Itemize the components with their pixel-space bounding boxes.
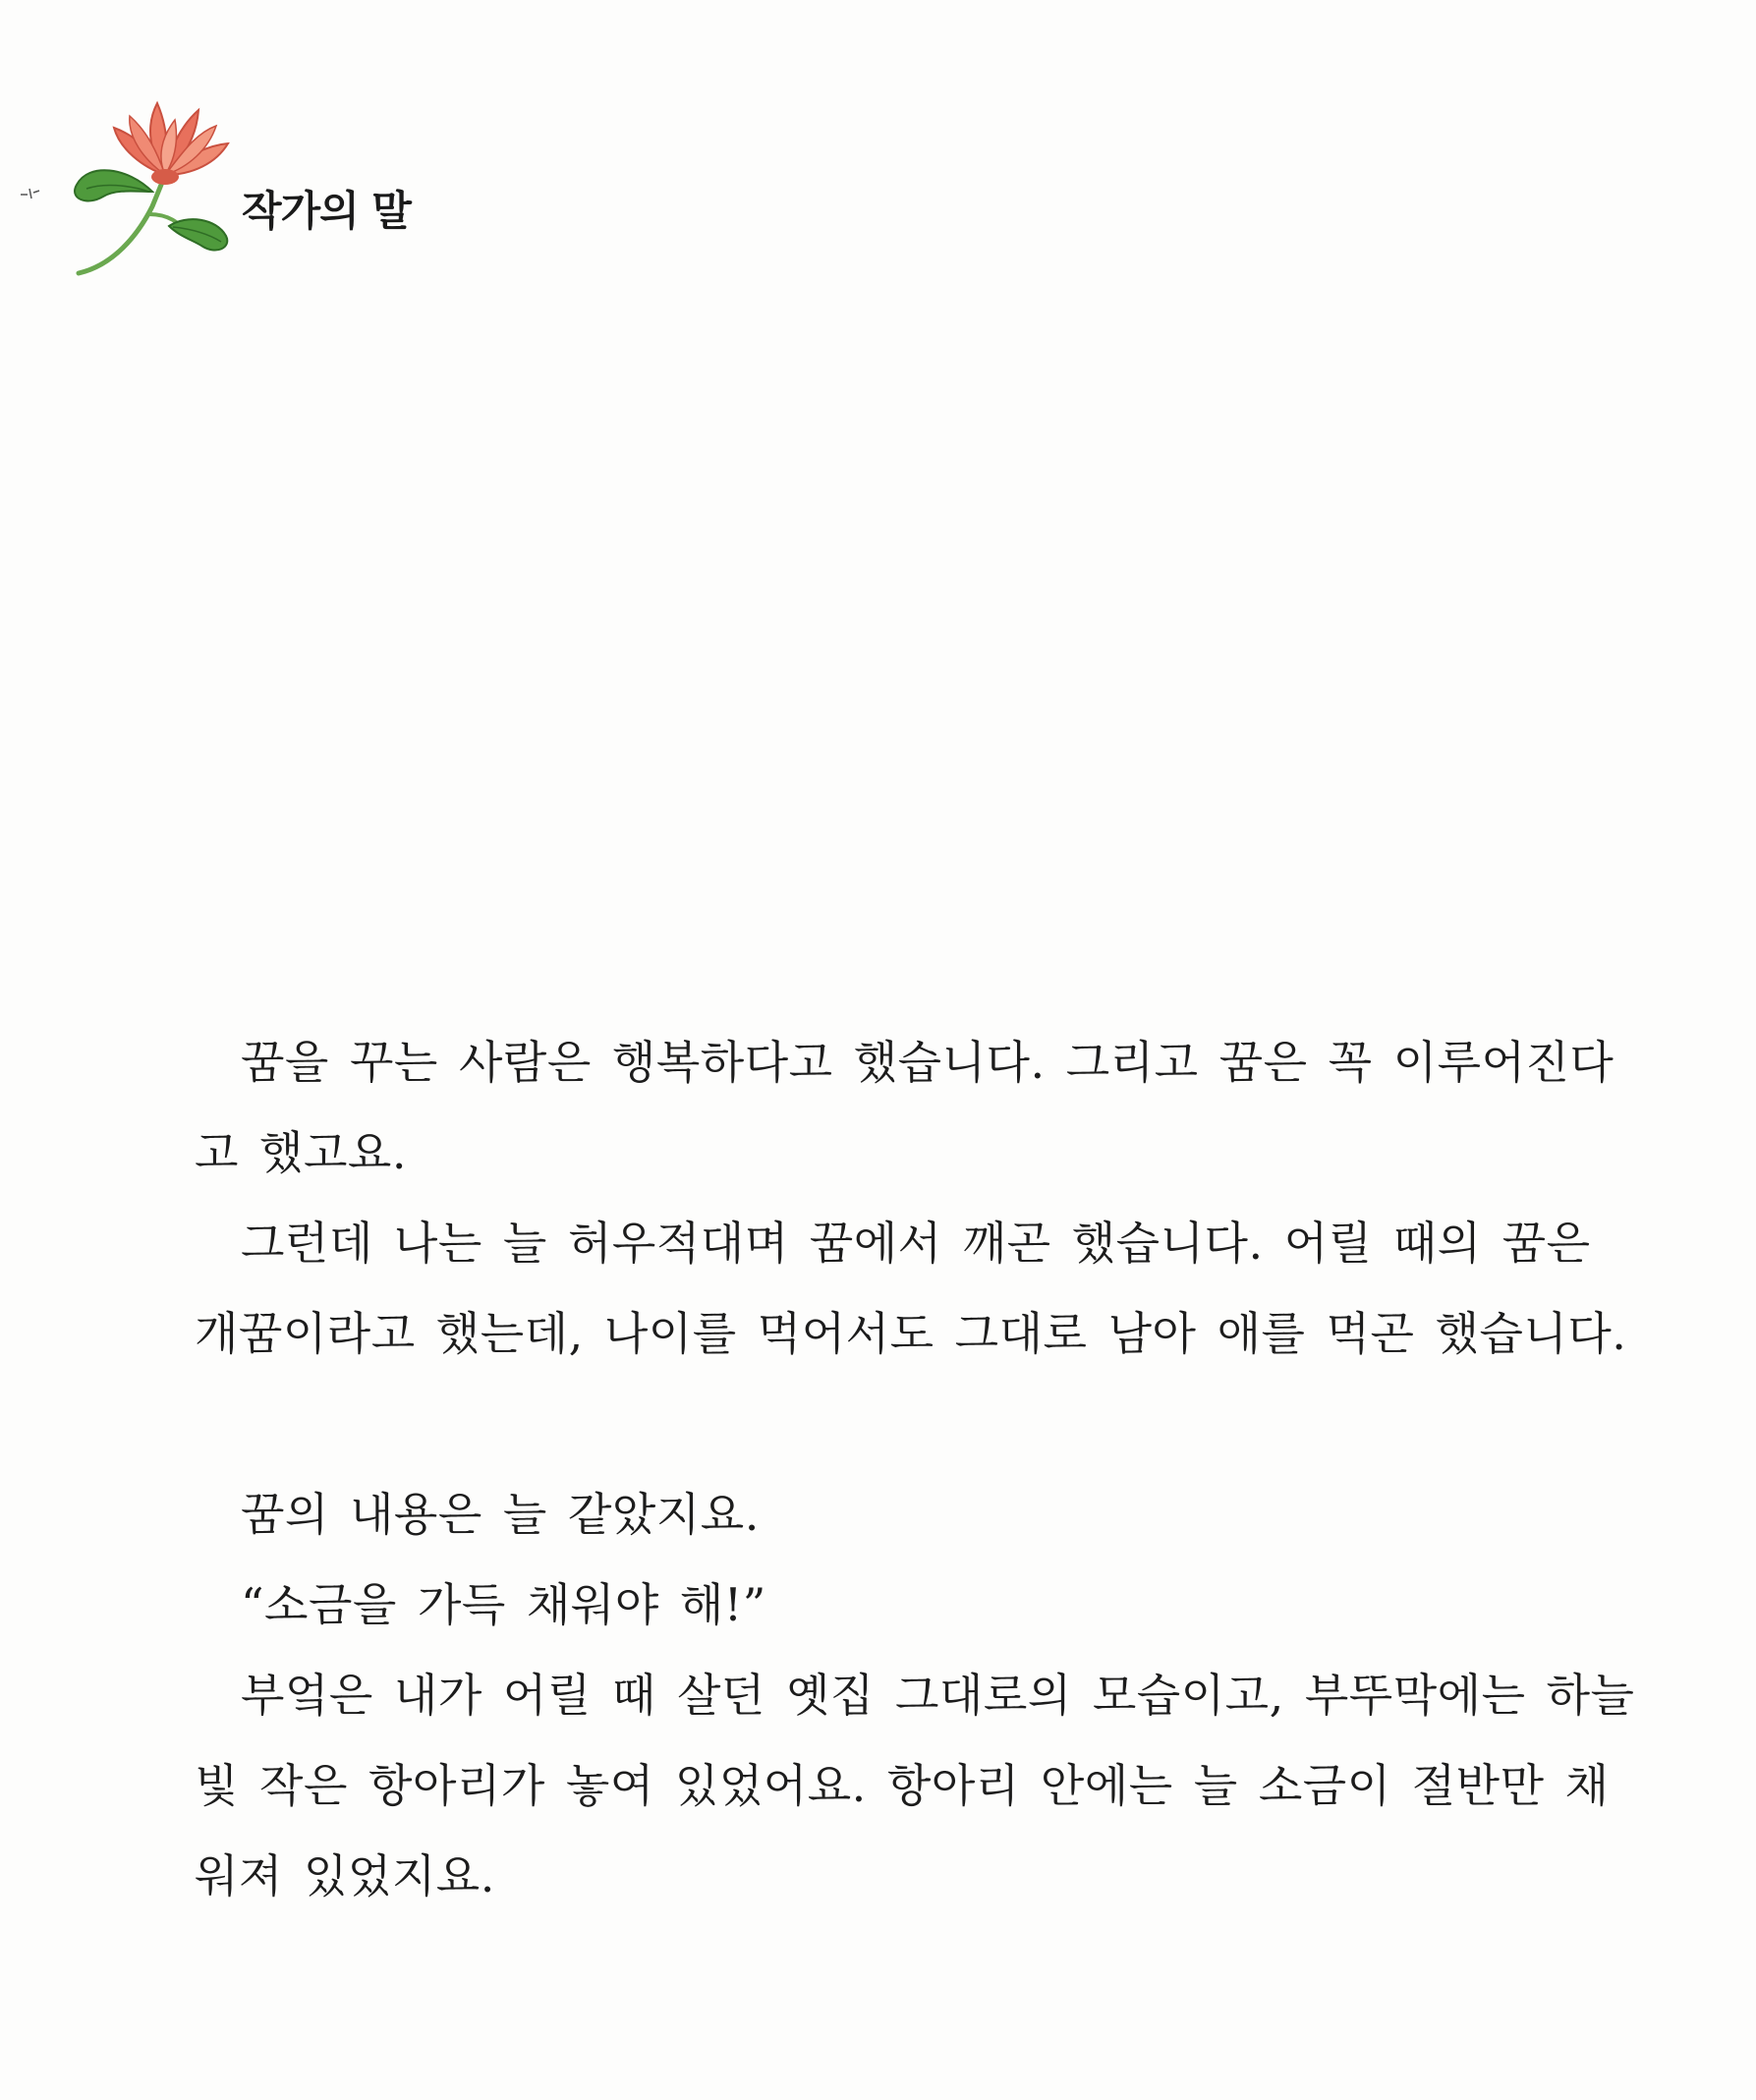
flower-icon bbox=[59, 98, 246, 285]
scan-mark bbox=[20, 187, 41, 200]
text-line: “소금을 가득 채워야 해!” bbox=[241, 1578, 766, 1631]
text-line: 부엌은 내가 어릴 때 살던 옛집 그대로의 모습이고, 부뚜막에는 하늘 bbox=[241, 1669, 1635, 1722]
text-line: 고 했고요. bbox=[195, 1126, 407, 1179]
paragraph-gap bbox=[195, 1379, 1639, 1469]
body-text bbox=[195, 1017, 1639, 1921]
text-line: 그런데 나는 늘 허우적대며 꿈에서 깨곤 했습니다. 어릴 때의 꿈은 bbox=[241, 1217, 1591, 1270]
section-title: 작가의 말 bbox=[242, 187, 411, 235]
text-line: 꿈의 내용은 늘 같았지요. bbox=[241, 1488, 760, 1541]
chapter-header bbox=[59, 98, 472, 295]
text-line: 꿈을 꾸는 사람은 행복하다고 했습니다. 그리고 꿈은 꼭 이루어진다 bbox=[241, 1036, 1614, 1089]
text-line: 워져 있었지요. bbox=[195, 1849, 495, 1902]
text-line: 빛 작은 항아리가 놓여 있었어요. 항아리 안에는 늘 소금이 절반만 채 bbox=[195, 1759, 1610, 1812]
text-line: 개꿈이라고 했는데, 나이를 먹어서도 그대로 남아 애를 먹곤 했습니다. bbox=[195, 1307, 1627, 1360]
